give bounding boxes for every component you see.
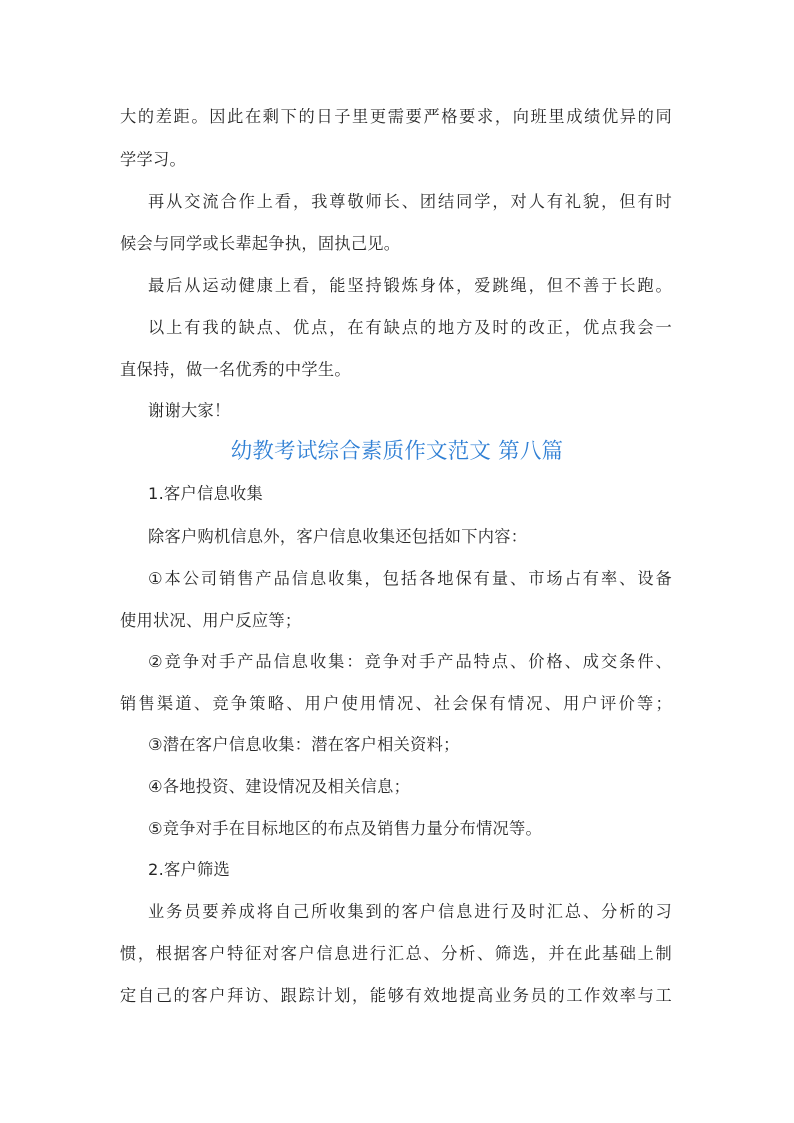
- paragraph-line: 最后从运动健康上看，能坚持锻炼身体，爱跳绳，但不善于长跑。: [148, 276, 672, 295]
- paragraph-line: 谢谢大家！: [148, 401, 231, 420]
- list-item-line: ⑤竞争对手在目标地区的布点及销售力量分布情况等。: [148, 819, 543, 838]
- list-item-line: 销售渠道、竞争策略、用户使用情况、社会保有情况、用户评价等；: [120, 694, 672, 713]
- paragraph-line: 定自己的客户拜访、跟踪计划，能够有效地提高业务员的工作效率与工: [120, 986, 672, 1005]
- paragraph-line: 大的差距。因此在剩下的日子里更需要严格要求，向班里成绩优异的同: [120, 107, 672, 126]
- paragraph-line: 除客户购机信息外，客户信息收集还包括如下内容：: [148, 527, 528, 546]
- section-subheading: 1.客户信息收集: [148, 484, 263, 503]
- list-item-line: ①本公司销售产品信息收集，包括各地保有量、市场占有率、设备: [148, 569, 672, 588]
- paragraph-line: 学学习。: [120, 150, 186, 169]
- paragraph-line: 惯，根据客户特征对客户信息进行汇总、分析、筛选，并在此基础上制: [120, 944, 672, 963]
- paragraph-line: 以上有我的缺点、优点，在有缺点的地方及时的改正，优点我会一: [148, 318, 672, 337]
- section-heading: 幼教考试综合素质作文范文 第八篇: [230, 439, 564, 464]
- section-subheading: 2.客户筛选: [148, 860, 230, 879]
- list-item-line: ④各地投资、建设情况及相关信息；: [148, 777, 411, 796]
- paragraph-line: 业务员要养成将自己所收集到的客户信息进行及时汇总、分析的习: [148, 902, 672, 921]
- list-item-line: ②竞争对手产品信息收集：竞争对手产品特点、价格、成交条件、: [148, 652, 672, 671]
- paragraph-line: 直保持，做一名优秀的中学生。: [120, 360, 351, 379]
- list-item-line: ③潜在客户信息收集：潜在客户相关资料；: [148, 735, 460, 754]
- paragraph-line: 再从交流合作上看，我尊敬师长、团结同学，对人有礼貌，但有时: [148, 192, 672, 211]
- list-item-line: 使用状况、用户反应等；: [120, 611, 302, 630]
- paragraph-line: 候会与同学或长辈起争执，固执己见。: [120, 234, 401, 253]
